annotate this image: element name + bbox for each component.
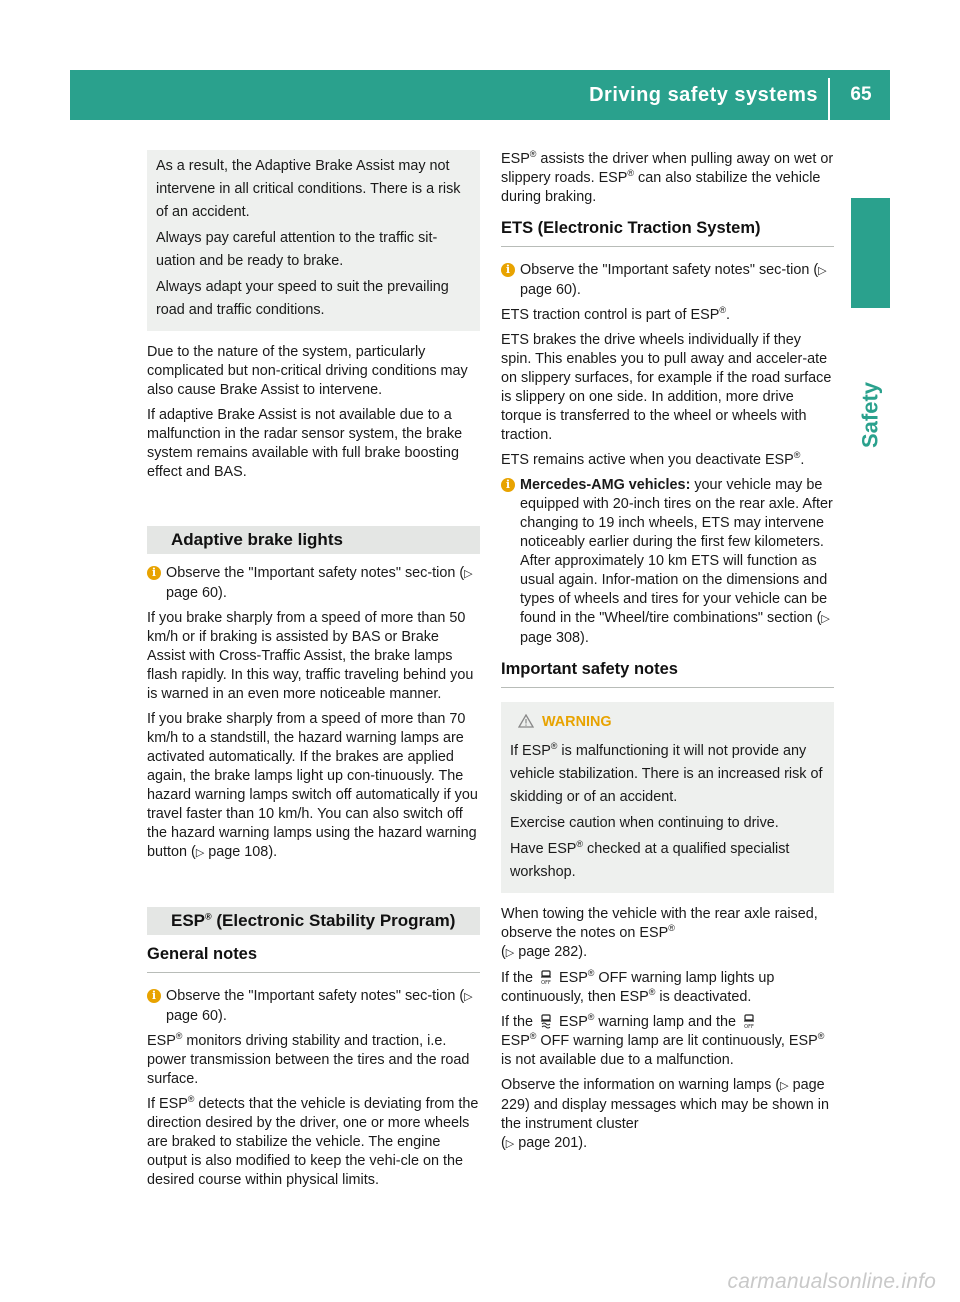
info-icon: i <box>147 566 161 580</box>
page-ref-link[interactable]: page 308 <box>520 630 581 646</box>
info-icon: i <box>147 989 161 1003</box>
page-ref-arrow-icon: ▷ <box>464 568 473 580</box>
paragraph: If you brake sharply from a speed of more than 50 km/h or if braking is assisted by BAS or Brake Assist with Cross-Traffic Assist, the brake lamps flash rapidly. In this way, traffic traveling behind you is warned in an even more noticeable manner. <box>147 610 474 702</box>
paragraph: If adaptive Brake Assist is not available due to a malfunction in the radar sensor system, the brake system remains available with full brake boosting effect and BAS. <box>147 407 463 480</box>
page-ref-arrow-icon: ▷ <box>821 613 830 625</box>
info-note: i Observe the "Important safety notes" sec-tion (▷ page 60). <box>147 987 480 1026</box>
page-title: Driving safety systems <box>589 84 818 106</box>
warning-line: If ESP® is malfunctioning it will not provide any vehicle stabilization. There is an increased risk of skidding or of an accident. <box>510 741 823 805</box>
warning-box <box>501 702 834 893</box>
paragraph: ETS traction control is part of ESP®. <box>501 305 730 323</box>
page-ref-link[interactable]: page 282 <box>518 944 579 960</box>
paragraph: ETS brakes the drive wheels individually if they spin. This enables you to pull away and acceler-ate on slippery surfaces, for example if the road surface is slippery on one side. In addition, more drive torque is transferred to the wheel or wheels with traction. <box>501 332 832 443</box>
box-line-3: Always adapt your speed to suit the prevailing road and traffic conditions. <box>156 279 449 318</box>
page-ref-link[interactable]: page 60 <box>166 585 219 601</box>
page-ref-link[interactable]: page 201 <box>518 1135 579 1151</box>
section-heading-adaptive-brake-lights: Adaptive brake lights <box>147 526 480 554</box>
page-ref-link[interactable]: page 108 <box>208 844 269 860</box>
esp-warning-lamp-icon <box>539 1014 553 1029</box>
paragraph: Due to the nature of the system, particularly complicated but non-critical driving conditions may also cause Brake Assist to intervene. <box>147 344 468 398</box>
subheading-ets: ETS (Electronic Traction System) <box>501 219 834 247</box>
paragraph: If ESP® detects that the vehicle is deviating from the direction desired by the driver, one or more wheels are braked to stabilize the vehicle. The engine output is also modified to keep the vehi-cle on the desired course within physical limits. <box>147 1094 479 1188</box>
section-heading-esp: ESP® (Electronic Stability Program) <box>147 907 480 935</box>
left-column <box>147 150 480 1196</box>
box-line-2: Always pay careful attention to the traffic sit-uation and be ready to brake. <box>156 230 438 269</box>
page-ref-arrow-icon: ▷ <box>505 947 515 959</box>
paragraph: When towing the vehicle with the rear axle raised, observe the notes on ESP® (▷ page 282). <box>501 906 818 960</box>
page-ref-arrow-icon: ▷ <box>505 1138 515 1150</box>
paragraph: If the ESP® warning lamp and the OFF ESP® OFF warning lamp are lit continuously, ESP® is not available due to a malfunction. <box>501 1012 825 1068</box>
info-note-amg: i Mercedes-AMG vehicles: your vehicle may be equipped with 20-inch tires on the rear axle. After changing to 19 inch wheels, ETS may intervene noticeably earlier during the first few kilometers. After approximately 10 km ETS will function as usual again. Infor-mation on the dimensions and types of wheels and tires for your vehicle can be found in the "Wheel/tire combinations" section (▷ page 308). <box>501 476 834 648</box>
page-ref-link[interactable]: page 229 <box>501 1077 825 1113</box>
info-note: i Observe the "Important safety notes" sec-tion (▷ page 60). <box>501 261 834 300</box>
warning-line: Exercise caution when continuing to drive. <box>510 815 779 831</box>
paragraph: If the OFF ESP® OFF warning lamp lights up continuously, then ESP® is deactivated. <box>501 968 775 1005</box>
paragraph: ESP® monitors driving stability and traction, i.e. power transmission between the tires and the road surface. <box>147 1031 470 1087</box>
subheading-general-notes: General notes <box>147 945 480 973</box>
page-number: 65 <box>850 84 872 105</box>
info-icon: i <box>501 263 515 277</box>
right-column <box>501 150 834 1160</box>
svg-text:OFF: OFF <box>744 1024 754 1029</box>
page-ref-arrow-icon: ▷ <box>818 265 827 277</box>
watermark: carmanualsonline.info <box>727 1270 936 1293</box>
page-ref-link[interactable]: page 60 <box>166 1008 219 1024</box>
subheading-important-safety-notes: Important safety notes <box>501 660 834 688</box>
info-note: i Observe the "Important safety notes" sec-tion (▷ page 60). <box>147 564 480 603</box>
header-divider <box>828 78 830 120</box>
warning-triangle-icon <box>518 714 534 728</box>
paragraph: If you brake sharply from a speed of more than 70 km/h to a standstill, the hazard warning lamps are activated automatically. If the brakes are applied again, the brake lamps light up con-tinuously. The hazard warning lamps switch off automatically if you travel faster than 10 km/h. You can also switch off the hazard warning lamps using the hazard warning button (▷ page 108). <box>147 711 478 860</box>
paragraph: Observe the information on warning lamps (▷ page 229) and display messages which may be shown in the instrument cluster (▷ page 201). <box>501 1077 829 1151</box>
svg-text:OFF: OFF <box>541 980 551 985</box>
info-icon: i <box>501 478 515 492</box>
page-ref-link[interactable]: page 60 <box>520 282 573 298</box>
header-bar <box>70 70 890 120</box>
side-tab-label: Safety <box>857 381 883 448</box>
page-ref-arrow-icon: ▷ <box>195 847 205 859</box>
warning-title: WARNING <box>518 711 826 734</box>
box-line-1: As a result, the Adaptive Brake Assist may not intervene in all critical conditions. There is a risk of an accident. <box>156 158 461 220</box>
esp-off-warning-lamp-icon <box>539 970 553 985</box>
warning-line: Have ESP® checked at a qualified specialist workshop. <box>510 839 790 880</box>
side-tab-block <box>851 198 890 308</box>
esp-off-warning-lamp-icon <box>742 1014 756 1029</box>
page-ref-arrow-icon: ▷ <box>464 991 473 1003</box>
paragraph: ESP® assists the driver when pulling away on wet or slippery roads. ESP® can also stabilize the vehicle during braking. <box>501 149 834 205</box>
warning-continuation-box <box>147 150 480 331</box>
page-ref-arrow-icon: ▷ <box>780 1080 789 1092</box>
paragraph: ETS remains active when you deactivate ESP®. <box>501 450 805 468</box>
